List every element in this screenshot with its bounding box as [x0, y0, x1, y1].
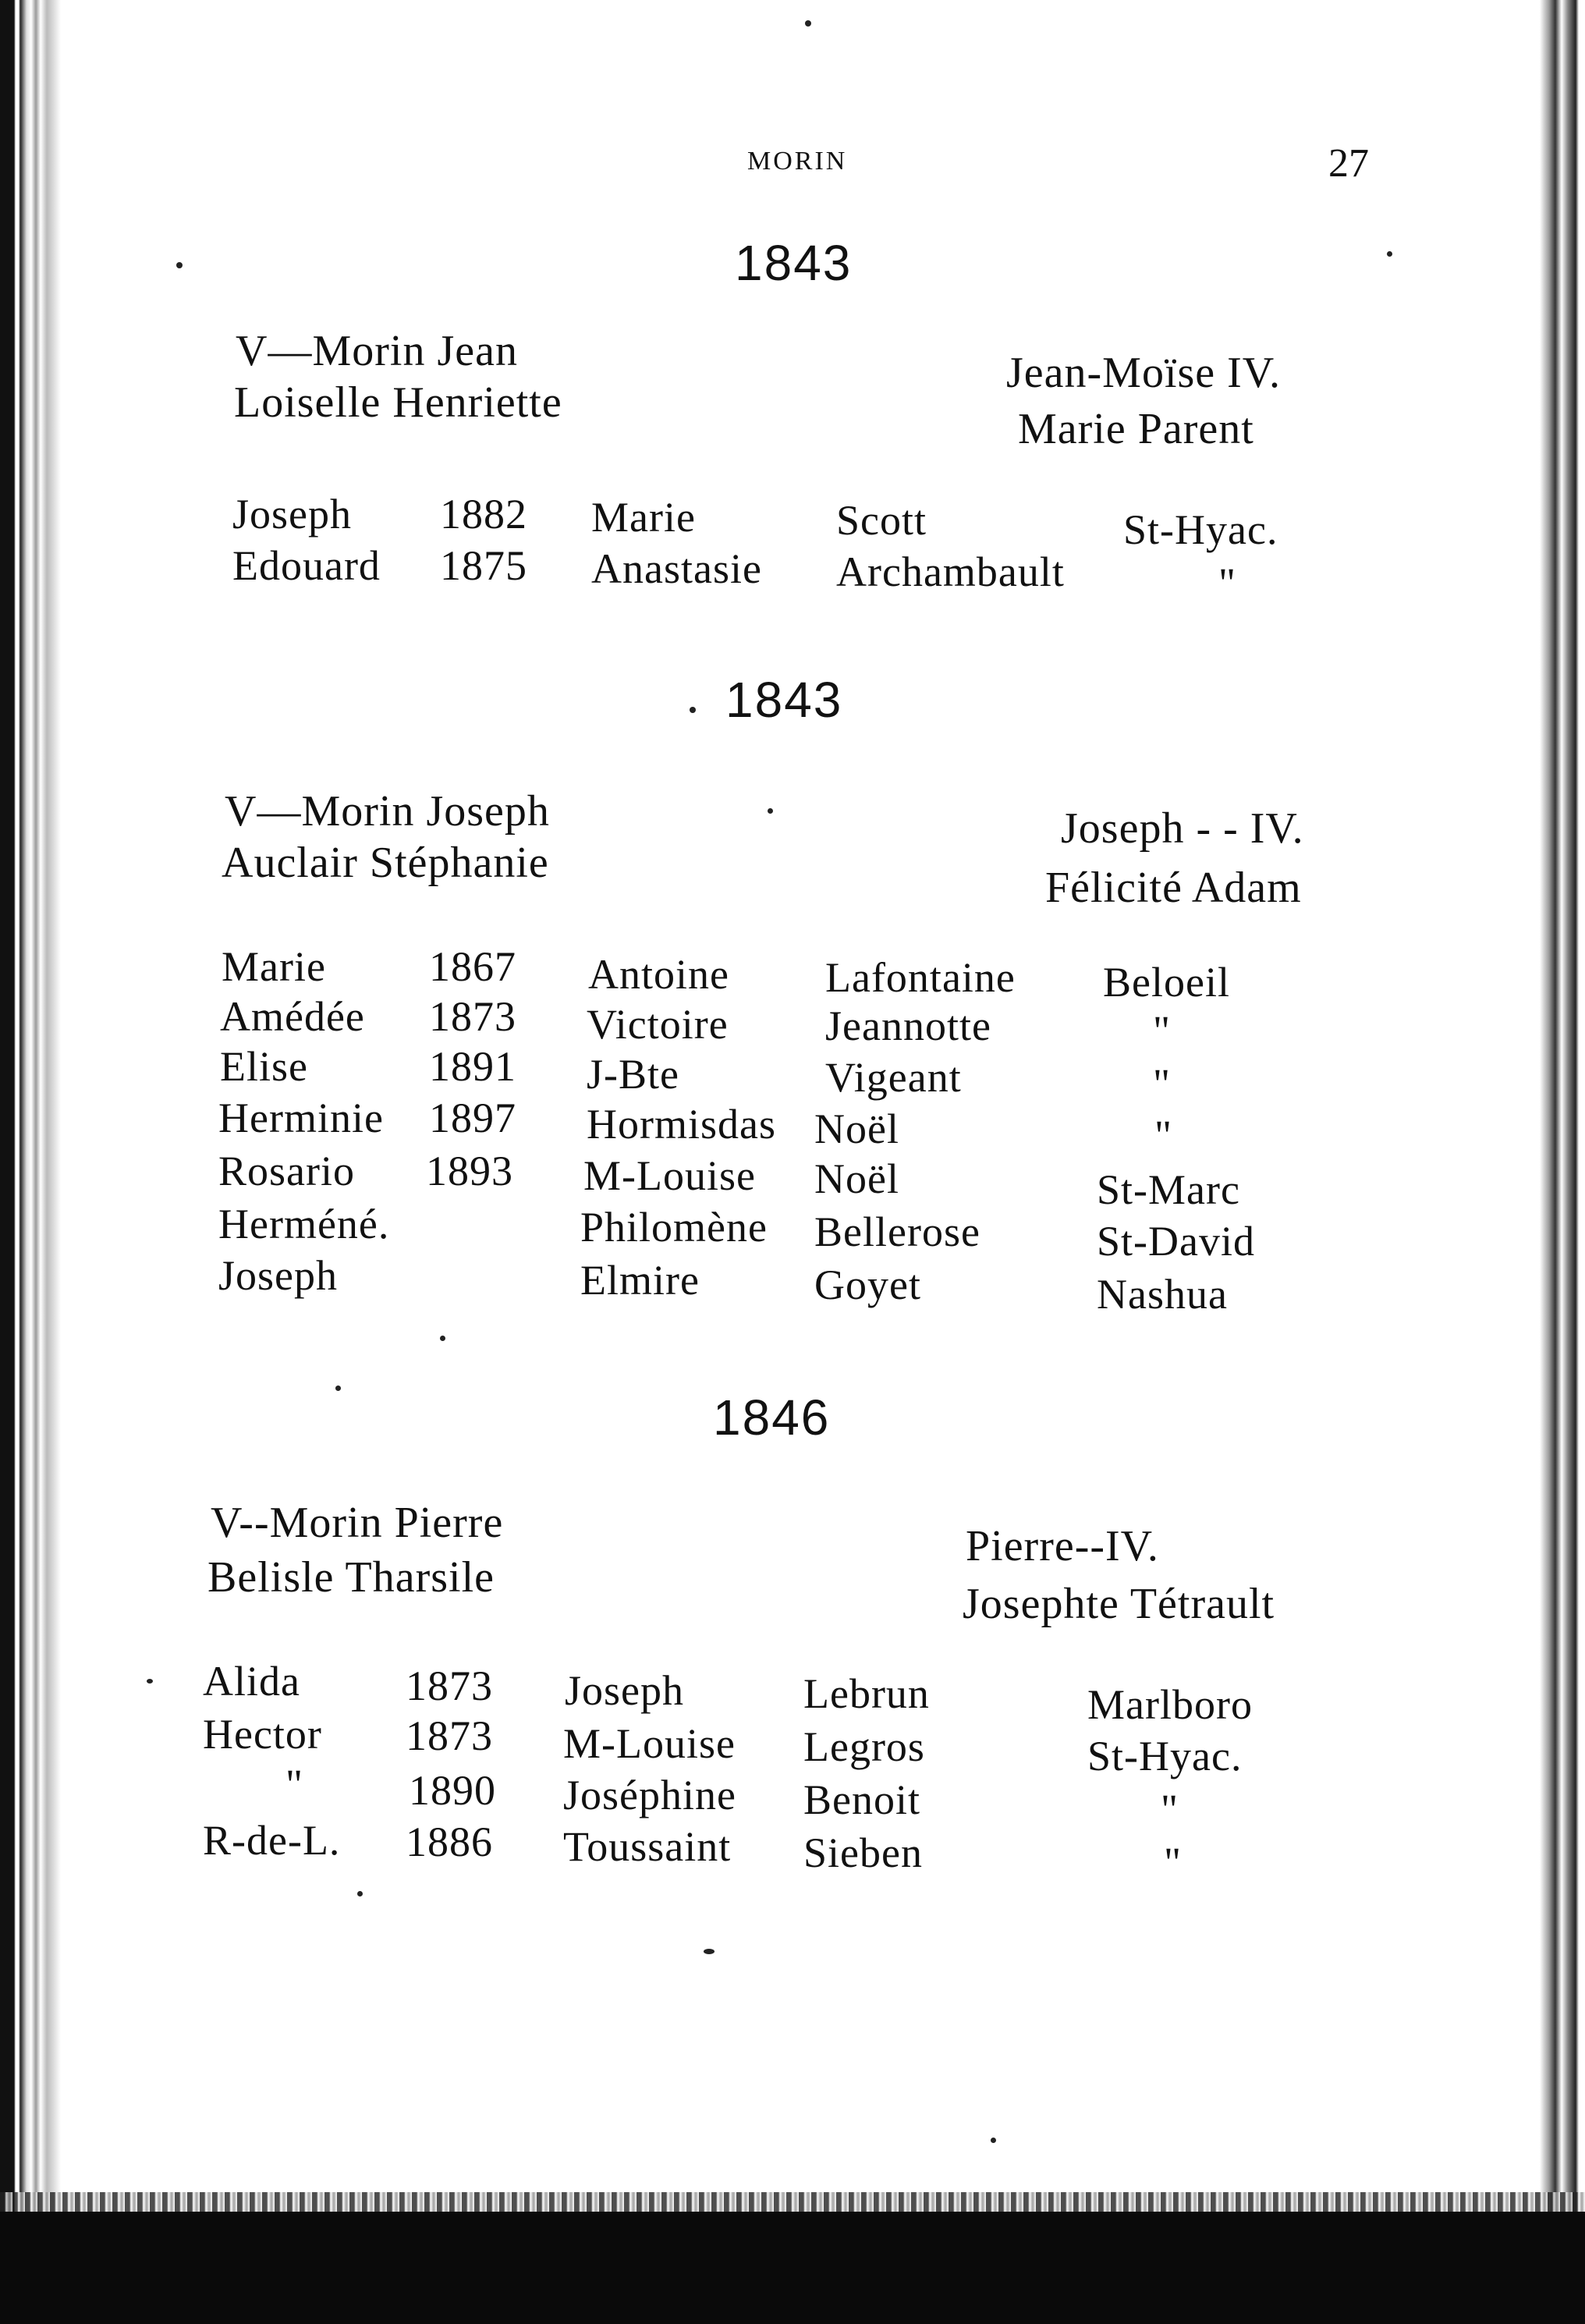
- parish: ": [1218, 559, 1237, 606]
- child-name: Marie: [222, 943, 326, 990]
- parents-mother: Félicité Adam: [1045, 864, 1302, 912]
- spouse-first-name: Joseph: [565, 1667, 684, 1714]
- wife-name: Belisle Tharsile: [207, 1553, 495, 1602]
- spouse-first-name: Anastasie: [591, 545, 762, 592]
- spouse-first-name: J-Bte: [587, 1051, 679, 1098]
- scan-speck: [147, 1679, 153, 1684]
- section-year: 1846: [713, 1389, 831, 1446]
- spouse-first-name: M-Louise: [563, 1720, 736, 1767]
- spouse-first-name: Joséphine: [563, 1772, 736, 1818]
- child-name: Hector: [203, 1711, 322, 1758]
- parents-father: Pierre--IV.: [966, 1522, 1159, 1570]
- child-name: Herminie: [218, 1095, 384, 1141]
- husband-name: V—Morin Joseph: [225, 787, 550, 836]
- child-name: Herméné.: [218, 1201, 390, 1247]
- left-binding-edge: [0, 0, 61, 2324]
- parish: St-David: [1097, 1218, 1255, 1265]
- child-name: ": [285, 1761, 304, 1808]
- spouse-first-name: M-Louise: [583, 1152, 756, 1199]
- scan-speck: [690, 707, 696, 713]
- parents-mother: Marie Parent: [1018, 405, 1254, 453]
- spouse-first-name: Toussaint: [563, 1823, 732, 1870]
- spouse-last-name: Jeannotte: [825, 1002, 991, 1049]
- scan-speck: [704, 1949, 714, 1954]
- spouse-last-name: Sieben: [803, 1829, 923, 1876]
- wife-name: Auclair Stéphanie: [222, 839, 549, 887]
- scan-speck: [1387, 251, 1392, 257]
- bottom-page-edge: [0, 2192, 1585, 2212]
- marriage-year: 1891: [429, 1043, 516, 1090]
- spouse-last-name: Benoit: [803, 1776, 920, 1823]
- marriage-year: 1873: [406, 1662, 493, 1709]
- spouse-last-name: Lafontaine: [825, 954, 1016, 1001]
- child-name: Amédée: [220, 993, 365, 1040]
- spouse-first-name: Marie: [591, 494, 696, 541]
- marriage-year: 1897: [429, 1095, 516, 1141]
- child-name: R-de-L.: [203, 1817, 341, 1864]
- wife-name: Loiselle Henriette: [234, 378, 562, 427]
- child-name: Rosario: [218, 1148, 355, 1194]
- marriage-year: 1873: [406, 1712, 493, 1759]
- parish: ": [1154, 1112, 1173, 1158]
- scan-speck: [357, 1891, 363, 1896]
- parish: St-Hyac.: [1087, 1733, 1243, 1779]
- parish: St-Hyac.: [1123, 506, 1278, 553]
- spouse-last-name: Lebrun: [803, 1670, 930, 1717]
- scan-speck: [335, 1386, 341, 1391]
- parish: ": [1161, 1786, 1179, 1833]
- marriage-year: 1875: [440, 542, 527, 589]
- parish: ": [1153, 1007, 1172, 1054]
- section-year: 1843: [735, 235, 853, 291]
- spouse-first-name: Victoire: [587, 1001, 729, 1048]
- marriage-year: 1890: [409, 1767, 496, 1814]
- marriage-year: 1882: [440, 491, 527, 538]
- spouse-first-name: Philomène: [580, 1204, 768, 1251]
- scan-speck: [176, 262, 183, 268]
- child-name: Elise: [220, 1043, 308, 1090]
- parish: ": [1153, 1060, 1172, 1107]
- child-name: Joseph: [218, 1252, 338, 1299]
- section-year: 1843: [725, 672, 843, 728]
- spouse-last-name: Scott: [836, 497, 927, 544]
- child-name: Edouard: [232, 542, 381, 589]
- parents-mother: Josephte Tétrault: [963, 1580, 1275, 1628]
- spouse-first-name: Antoine: [588, 951, 729, 998]
- bottom-dark-band: [0, 2212, 1585, 2324]
- husband-name: V--Morin Pierre: [211, 1499, 504, 1547]
- child-name: Joseph: [232, 491, 352, 538]
- marriage-year: 1867: [429, 943, 516, 990]
- scan-speck: [768, 808, 773, 814]
- marriage-year: 1886: [406, 1818, 493, 1865]
- parish: Beloeil: [1103, 959, 1230, 1006]
- scan-speck: [440, 1336, 445, 1341]
- spouse-last-name: Bellerose: [814, 1208, 980, 1255]
- husband-name: V—Morin Jean: [236, 327, 518, 375]
- spouse-first-name: Elmire: [580, 1257, 700, 1304]
- parents-father: Joseph - - IV.: [1061, 804, 1304, 853]
- spouse-last-name: Vigeant: [825, 1054, 962, 1101]
- running-title: MORIN: [747, 147, 848, 176]
- parish: Nashua: [1097, 1271, 1228, 1318]
- child-name: Alida: [203, 1658, 300, 1705]
- parents-father: Jean-Moïse IV.: [1006, 349, 1282, 397]
- spouse-last-name: Noël: [814, 1155, 899, 1202]
- marriage-year: 1893: [426, 1148, 513, 1194]
- marriage-year: 1873: [429, 993, 516, 1040]
- scan-speck: [805, 20, 811, 27]
- scan-speck: [991, 2138, 996, 2143]
- parish: St-Marc: [1097, 1166, 1240, 1213]
- parish: Marlboro: [1087, 1681, 1253, 1728]
- spouse-last-name: Archambault: [836, 548, 1065, 595]
- spouse-last-name: Goyet: [814, 1261, 921, 1308]
- parish: ": [1164, 1839, 1183, 1886]
- right-page-edge: [1540, 0, 1585, 2262]
- spouse-last-name: Noël: [814, 1105, 899, 1152]
- spouse-last-name: Legros: [803, 1723, 925, 1770]
- spouse-first-name: Hormisdas: [587, 1101, 776, 1148]
- page-number: 27: [1328, 141, 1369, 186]
